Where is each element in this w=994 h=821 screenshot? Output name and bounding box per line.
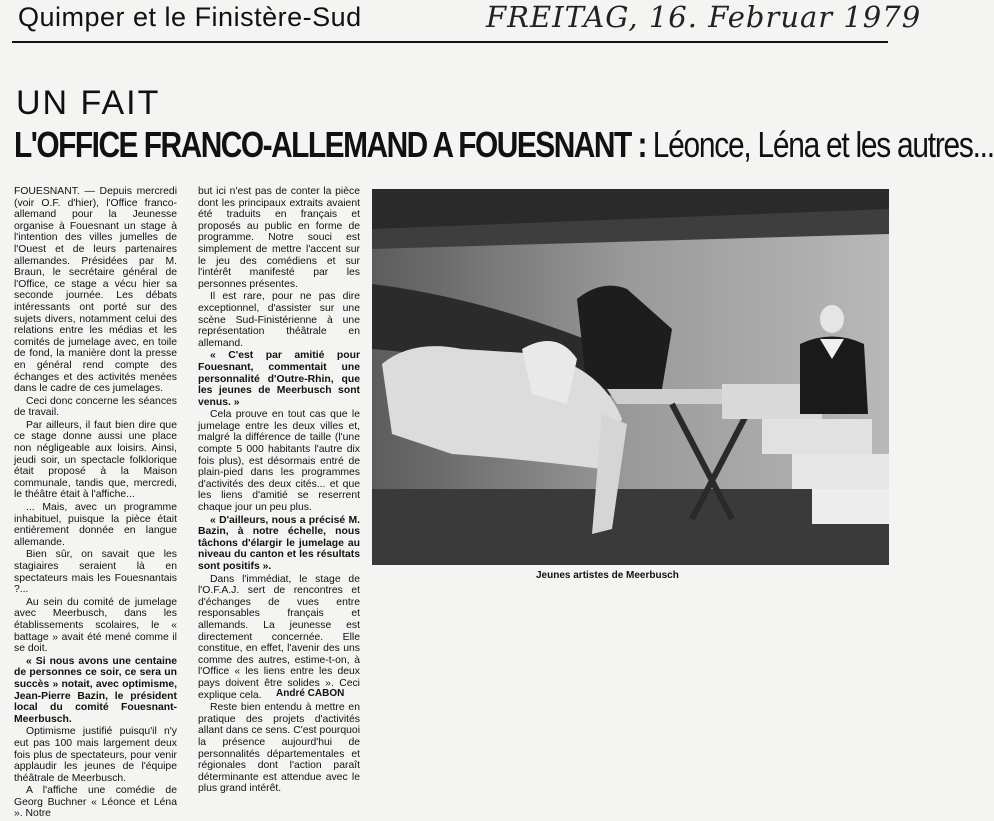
paragraph: Reste bien entendu à mettre en pratique des projets d'activités allant dans ce sens. C'est pourquoi la présence aujourd'hui de personnalités départementales et régionales dont l'action paraît déterminante est attendue avec le plus grand intérêt. [198,702,360,795]
byline: André CABON [276,688,345,699]
article-photo [372,189,889,565]
paragraph: Bien sûr, on savait que les stagiaires seraient là en spectateurs mais les Fouesnantais ?... [14,549,177,596]
article-column-1 [14,186,177,821]
paragraph: Par ailleurs, il faut bien dire que ce stage donne aussi une place non négligeable aux loisirs. Ainsi, jeudi soir, un spectacle folklorique était proposé à la Maison communale, tandis que, mercredi, le théâtre était à l'affiche... [14,419,177,501]
handwritten-date-note: FREITAG, 16. Februar 1979 [486,0,922,34]
section-header: Quimper et le Finistère-Sud [18,2,362,32]
article-column-2 [198,186,360,796]
paragraph: Au sein du comité de jumelage avec Meerbusch, dans les établissements scolaires, le « battage » avait été mené comme il se doit. [14,596,177,655]
paragraph: FOUESNANT. — Depuis mercredi (voir O.F. d'hier), l'Office franco-allemand pour la Jeunesse organise à Fouesnant un stage à l'intention des villes jumelles de l'Ouest et de leurs partenaires allemandes. Présidées par M. Braun, le secrétaire général de l'Office, ce stage a vécu hier sa seconde journée. Les débats intéressants ont porté sur des sujets divers, notamment celui des relations entre les médias et les comités de jumelage avec, en toile de fond, la manière dont la presse en général rend compte des échanges et des activités menées dans le cadre de ces jumelages. [14,186,177,395]
stage-scene-illustration [372,189,889,565]
paragraph: Dans l'immédiat, le stage de l'O.F.A.J. sert de rencontres et d'échanges de vues entre responsables français et allemands. La jeunesse est directement concernée. Elle constitue, en effet, l'avenir des uns comme des autres, estime-t-on, à l'Office « les liens entre les deux pays doivent être solides ». Ceci explique cela. [198,573,360,701]
photo-caption: Jeunes artistes de Meerbusch [536,570,679,581]
article-headline [14,124,994,166]
paragraph: ... Mais, avec un programme inhabituel, puisque la pièce était entièrement donnée en langue allemande. [14,502,177,548]
paragraph-quote: « C'est par amitié pour Fouesnant, commentait une personnalité d'Outre-Rhin, que les jeunes de Meerbusch sont venus. » [198,350,360,408]
header-rule [12,41,888,43]
paragraph: Il est rare, pour ne pas dire exceptionnel, d'assister sur une scène Sud-Finistérienne à une représentation théâtrale en allemand. [198,291,360,349]
headline-main: L'OFFICE FRANCO-ALLEMAND A FOUESNANT : [14,124,646,165]
paragraph-quote: « D'ailleurs, nous a précisé M. Bazin, à notre échelle, nous tâchons d'élargir le jumelage au niveau du canton et les résultats sont positifs ». [198,514,360,572]
paragraph: but ici n'est pas de conter la pièce dont les principaux extraits avaient été traduits en français et proposés au public en forme de programme. Notre souci est simplement de mettre l'accent sur le jeu des comédiens et sur l'intérêt manifesté par les personnes présentes. [198,186,360,290]
headline-sub: Léonce, Léna et les autres... [652,124,994,165]
paragraph: Optimisme justifié puisqu'il n'y eut pas 100 mais largement deux fois plus de spectateurs, pour venir applaudir les jeunes de l'équipe théâtrale de Meerbusch. [14,726,177,784]
paragraph: Cela prouve en tout cas que le jumelage entre les deux villes et, malgré la différence de taille (l'une compte 5 000 habitants l'autre dix fois plus), est désormais entré de plain-pied dans les programmes d'activités des deux cités... et que les liens d'amitié se reserrent chaque jour un peu plus. [198,409,360,514]
paragraph-quote: « Si nous avons une centaine de personnes ce soir, ce sera un succès » notait, avec optimisme, Jean-Pierre Bazin, le président local du comité Fouesnant-Meerbusch. [14,655,177,725]
paragraph: Ceci donc concerne les séances de travail. [14,395,177,419]
article-kicker: UN FAIT [16,84,161,122]
paragraph: A l'affiche une comédie de Georg Buchner « Léonce et Léna ». Notre [14,785,177,820]
